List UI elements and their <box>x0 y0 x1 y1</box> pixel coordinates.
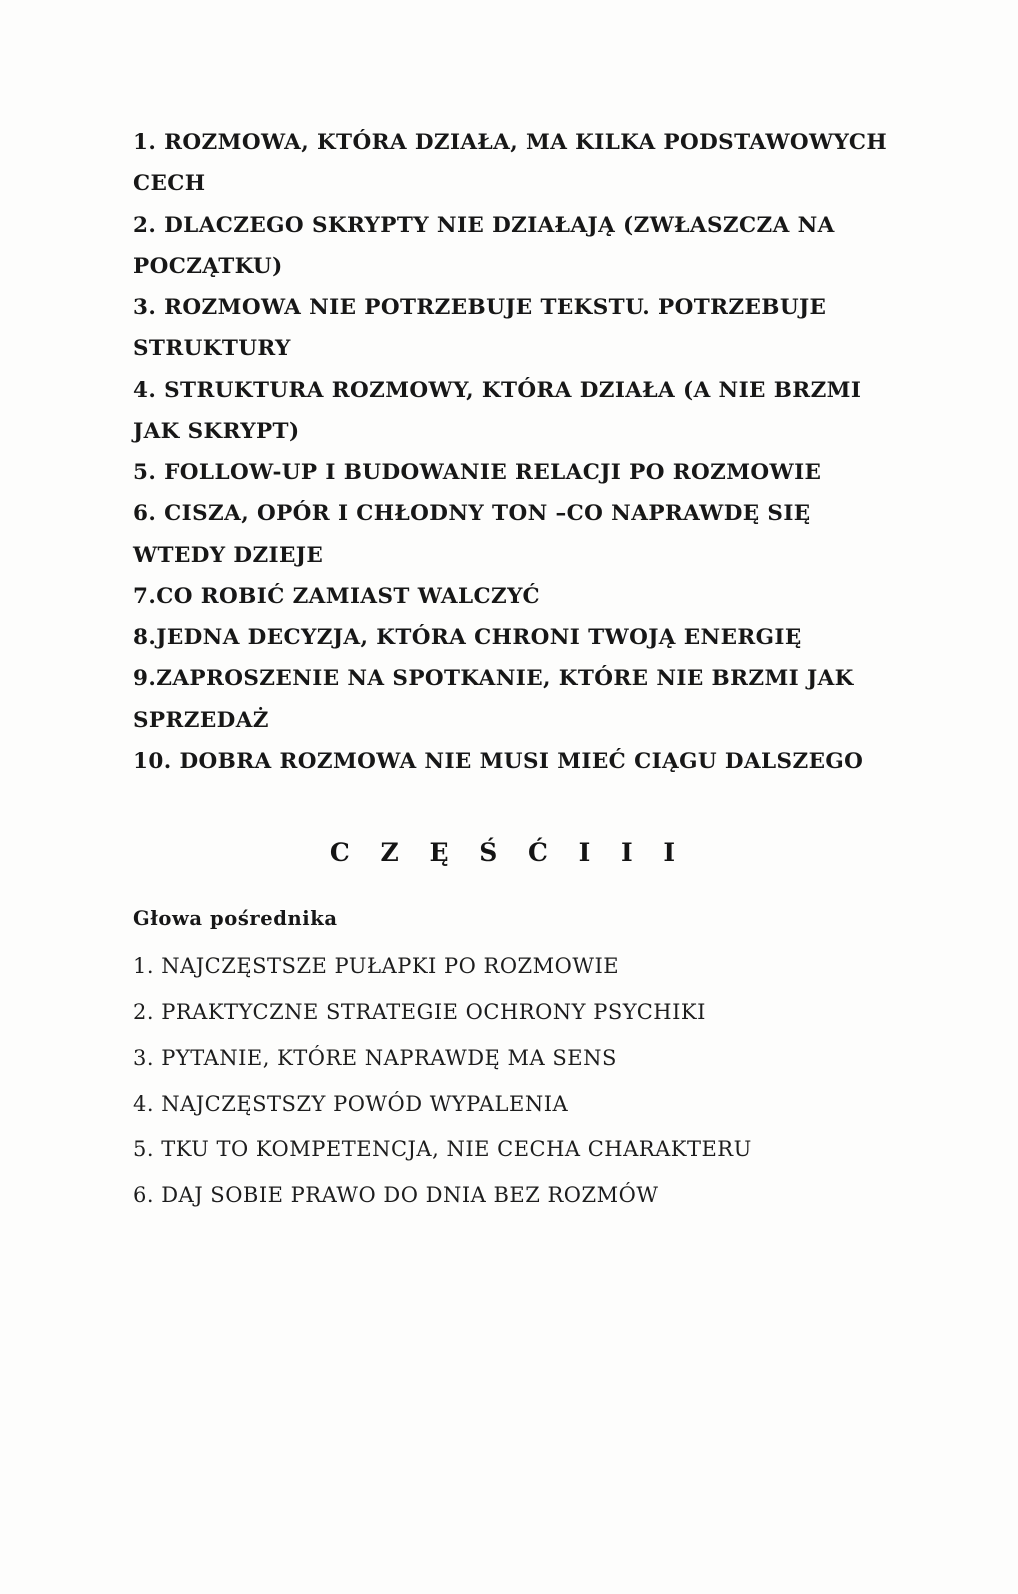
list-item: 5. FOLLOW-UP I BUDOWANIE RELACJI PO ROZMOWIE <box>133 460 822 486</box>
section-spacer <box>133 782 893 838</box>
part-three-heading: C Z Ę Ś Ć I I I <box>329 838 687 868</box>
list-item: 1. NAJCZĘSTSZE PUŁAPKI PO ROZMOWIE <box>133 954 620 979</box>
list-item: 6. DAJ SOBIE PRAWO DO DNIA BEZ ROZMÓW <box>133 1183 659 1208</box>
list-item: 2. DLACZEGO SKRYPTY NIE DZIAŁAJĄ (ZWŁASZCZA NA POCZĄTKU) <box>133 212 835 279</box>
list-item: 5. TKU TO KOMPETENCJA, NIE CECHA CHARAKTERU <box>133 1137 752 1162</box>
list-item: 4. STRUKTURA ROZMOWY, KTÓRA DZIAŁA (A NIE BRZMI JAK SKRYPT) <box>133 377 862 444</box>
list-item: 3. PYTANIE, KTÓRE NAPRAWDĘ MA SENS <box>133 1045 617 1070</box>
page-content <box>133 122 893 1219</box>
table-of-contents-part-two <box>133 122 893 782</box>
list-item: 10. DOBRA ROZMOWA NIE MUSI MIEĆ CIĄGU DALSZEGO <box>133 748 864 774</box>
list-item: 8.JEDNA DECYZJA, KTÓRA CHRONI TWOJĄ ENERGIĘ <box>133 625 802 651</box>
table-of-contents-part-three <box>133 944 893 1219</box>
list-item: 2. PRAKTYCZNE STRATEGIE OCHRONY PSYCHIKI <box>133 1000 706 1025</box>
list-item: 3. ROZMOWA NIE POTRZEBUJE TEKSTU. POTRZEBUJE STRUKTURY <box>133 295 827 362</box>
list-item: 1. ROZMOWA, KTÓRA DZIAŁA, MA KILKA PODSTAWOWYCH CECH <box>133 130 888 197</box>
list-item: 6. CISZA, OPÓR I CHŁODNY TON –CO NAPRAWDĘ SIĘ WTEDY DZIEJE <box>133 501 811 568</box>
section-subtitle: Głowa pośrednika <box>133 907 338 931</box>
list-item: 9.ZAPROSZENIE NA SPOTKANIE, KTÓRE NIE BRZMI JAK SPRZEDAŻ <box>133 666 854 733</box>
list-item: 7.CO ROBIĆ ZAMIAST WALCZYĆ <box>133 583 540 609</box>
list-item: 4. NAJCZĘSTSZY POWÓD WYPALENIA <box>133 1091 569 1116</box>
